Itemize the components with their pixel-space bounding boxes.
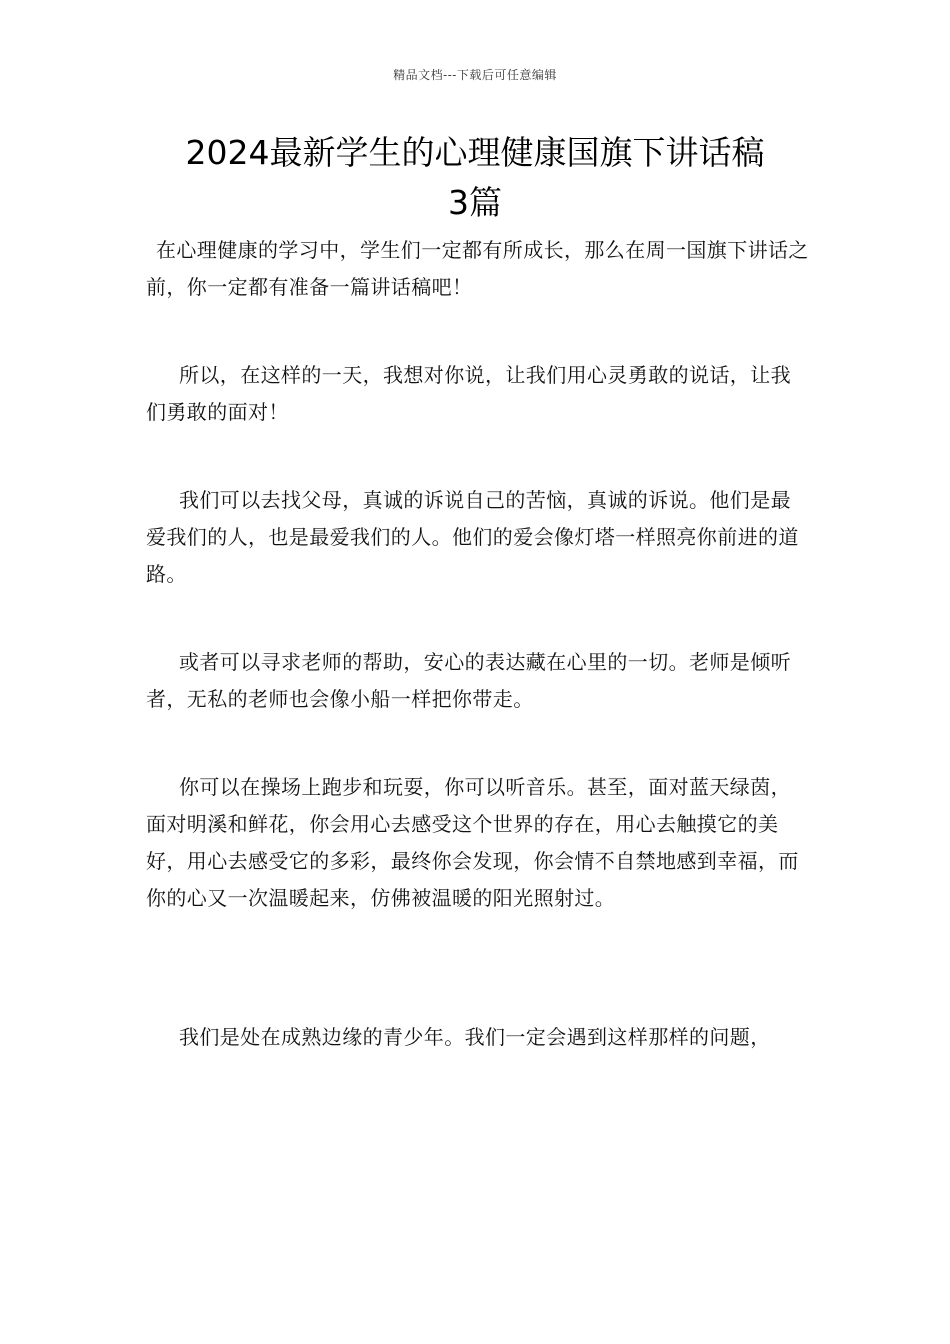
document-title-line-1: 2024最新学生的心理健康国旗下讲话稿 [185,133,765,172]
paragraph-5: 你可以在操场上跑步和玩耍，你可以听音乐。甚至，面对蓝天绿茵，面对明溪和鲜花，你会用心去感受这个世界的存在，用心去触摸它的美好，用心去感受它的多彩，最终你会发现，你会情不自禁地感到幸福，而你的心又一次温暖起来，仿佛被温暖的阳光照射过。 [146,775,799,910]
document-body [146,232,810,1056]
page-header-note: 精品文档---下载后可任意编辑 [393,68,557,82]
paragraph-4: 或者可以寻求老师的帮助，安心的表达藏在心里的一切。老师是倾听者，无私的老师也会像小船一样把你带走。 [146,650,791,711]
document-title-line-2: 3篇 [448,183,502,222]
document-title [120,128,830,228]
paragraph-6: 我们是处在成熟边缘的青少年。我们一定会遇到这样那样的问题， [179,1025,771,1049]
paragraph-1: 在心理健康的学习中，学生们一定都有所成长，那么在周一国旗下讲话之前，你一定都有准备一篇讲话稿吧！ [146,238,809,299]
paragraph-3: 我们可以去找父母，真诚的诉说自己的苦恼，真诚的诉说。他们是最爱我们的人，也是最爱我们的人。他们的爱会像灯塔一样照亮你前进的道路。 [146,488,799,586]
paragraph-2: 所以，在这样的一天，我想对你说，让我们用心灵勇敢的说话，让我们勇敢的面对！ [146,363,791,424]
